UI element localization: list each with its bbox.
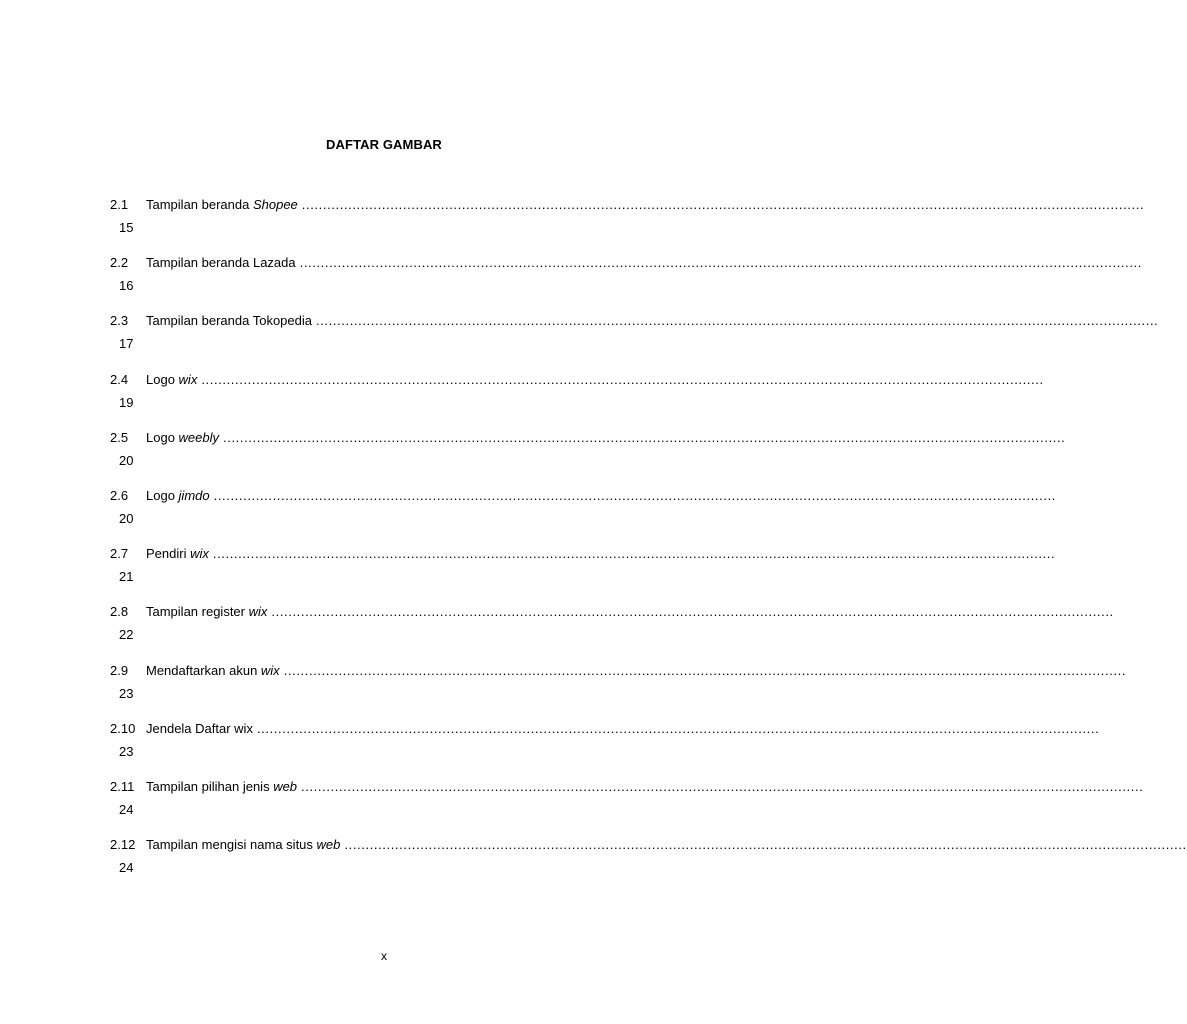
dot-leader: ........................................................................................................................................................................................................ [299, 255, 1142, 271]
entry-number: 2.8 [110, 604, 129, 620]
entry-page-number: 23 [119, 685, 134, 701]
list-item [110, 778, 1144, 836]
dot-leader: ........................................................................................................................................................................................................ [256, 720, 1100, 736]
entry-title-italic: weebly [178, 429, 220, 445]
entry-title-text: Tampilan pilihan jenis [146, 778, 274, 794]
entry-page-number: 23 [119, 743, 134, 759]
list-item [110, 196, 1145, 254]
list-item [110, 254, 1142, 312]
entry-title [146, 429, 223, 447]
list-item [110, 662, 1127, 720]
entry-page-number: 16 [119, 278, 134, 294]
entry-number: 2.6 [110, 487, 129, 503]
entry-line [110, 836, 1187, 854]
list-item [110, 371, 1044, 429]
entry-number: 2.4 [110, 371, 129, 387]
dot-leader: ........................................................................................................................................................................................................ [271, 604, 1114, 620]
entry-page-number: 20 [119, 510, 134, 526]
list-item [110, 487, 1056, 545]
entry-title-text: Jendela Daftar wix [146, 720, 253, 736]
dot-leader: ........................................................................................................................................................................................................ [344, 837, 1187, 853]
entry-number: 2.2 [110, 255, 129, 271]
entry-title [146, 720, 257, 738]
entry-title-text: Logo [146, 371, 179, 387]
dot-leader: ........................................................................................................................................................................................................ [213, 487, 1056, 503]
dot-leader: ........................................................................................................................................................................................................ [283, 662, 1127, 678]
entry-title [146, 254, 300, 272]
entry-line [110, 429, 1066, 447]
list-item [110, 603, 1114, 661]
entry-page-number: 17 [119, 336, 134, 352]
list-item [110, 836, 1187, 894]
entry-number: 2.12 [110, 837, 136, 853]
entry-page-number: 22 [119, 627, 134, 643]
entry-line [110, 603, 1114, 621]
entry-title-italic: web [273, 778, 298, 794]
entry-line [110, 487, 1056, 505]
figure-list [110, 196, 1187, 894]
entry-title-text: Tampilan beranda Lazada [146, 255, 296, 271]
entry-line [110, 312, 1159, 330]
dot-leader: ........................................................................................................................................................................................................ [301, 197, 1145, 212]
entry-title [146, 196, 302, 214]
entry-title-italic: Shopee [252, 197, 298, 212]
entry-title-italic: jimdo [178, 487, 210, 503]
entry-title [146, 312, 316, 330]
entry-title [146, 545, 213, 563]
entry-line [110, 254, 1142, 272]
entry-title-italic: wix [178, 371, 198, 387]
entry-title-text: Mendaftarkan akun [146, 662, 261, 678]
entry-title [146, 371, 201, 389]
page-number: x [381, 949, 387, 963]
entry-number: 2.9 [110, 662, 129, 678]
entry-title-text: Pendiri [146, 546, 191, 562]
entry-page-number: 20 [119, 452, 134, 468]
entry-page-number: 21 [119, 569, 134, 585]
entry-number: 2.1 [110, 197, 129, 212]
page-title: DAFTAR GAMBAR [326, 137, 442, 152]
entry-number: 2.3 [110, 313, 129, 329]
entry-number: 2.11 [110, 778, 135, 794]
entry-title-text: Tampilan mengisi nama situs [146, 837, 317, 853]
entry-title-italic: wix [260, 662, 280, 678]
entry-page-number: 24 [119, 860, 134, 876]
entry-title [146, 662, 284, 680]
entry-line [110, 196, 1145, 214]
dot-leader: ........................................................................................................................................................................................................ [223, 429, 1066, 445]
entry-page-number: 15 [119, 220, 134, 235]
list-item [110, 429, 1066, 487]
entry-line [110, 545, 1056, 563]
entry-number: 2.10 [110, 720, 136, 736]
entry-number: 2.7 [110, 546, 129, 562]
entry-line [110, 371, 1044, 389]
entry-title-italic: web [316, 837, 341, 853]
entry-title [146, 603, 271, 621]
entry-title-italic: wix [190, 546, 209, 562]
entry-title [146, 778, 301, 796]
entry-line [110, 720, 1100, 738]
entry-title-text: Logo [146, 429, 179, 445]
entry-page-number: 24 [119, 801, 134, 817]
entry-title [146, 836, 344, 854]
dot-leader: ........................................................................................................................................................................................................ [201, 371, 1044, 387]
entry-line [110, 778, 1144, 796]
entry-line [110, 662, 1127, 680]
entry-title-text: Logo [146, 487, 179, 503]
dot-leader: ........................................................................................................................................................................................................ [212, 546, 1056, 562]
dot-leader: ........................................................................................................................................................................................................ [316, 313, 1159, 329]
entry-page-number: 19 [119, 394, 134, 410]
entry-title-text: Tampilan register [146, 604, 249, 620]
entry-title [146, 487, 214, 505]
entry-title-italic: wix [248, 604, 268, 620]
list-item [110, 312, 1159, 370]
entry-title-text: Tampilan beranda [146, 197, 253, 212]
list-item [110, 545, 1056, 603]
entry-number: 2.5 [110, 429, 129, 445]
entry-title-text: Tampilan beranda Tokopedia [146, 313, 312, 329]
dot-leader: ........................................................................................................................................................................................................ [301, 778, 1144, 794]
list-item [110, 720, 1100, 778]
